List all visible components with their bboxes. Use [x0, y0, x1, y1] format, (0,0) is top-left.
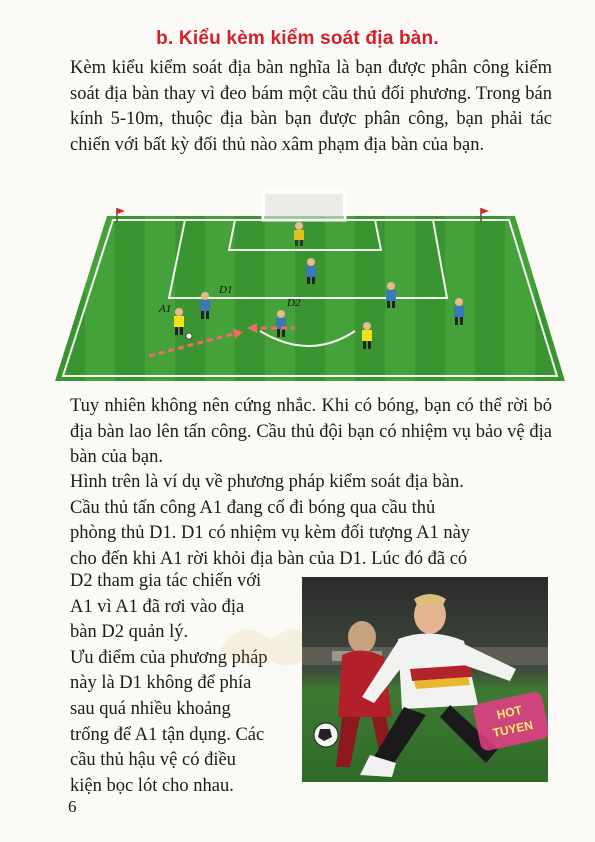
label-d1: D1 — [219, 284, 233, 296]
svg-text:HOT: HOT — [495, 702, 524, 722]
text-line: D2 tham gia tác chiến với — [70, 571, 262, 591]
text-line: cầu thủ hậu vệ có điều — [70, 750, 236, 771]
text-line: Hình trên là ví dụ về phương pháp kiểm soát địa bàn. — [70, 472, 464, 492]
section-title: b. Kiểu kèm kiểm soát địa bàn. — [156, 28, 439, 49]
text-line: phòng thủ D1. D1 có nhiệm vụ kèm đối tượng A1 này — [70, 523, 471, 544]
pitch-diagram — [55, 186, 565, 386]
label-a1: A1 — [159, 303, 172, 315]
text-line: Ưu điểm của phương pháp — [70, 647, 268, 668]
text-line: trống để A1 tận dụng. Các — [70, 724, 265, 745]
text-line: Cầu thủ tấn công A1 đang cố đi bóng qua cầu thủ — [70, 497, 436, 518]
text-line: cho đến khi A1 rời khỏi địa bàn của D1. Lúc đó đã có — [70, 548, 468, 569]
intro-paragraph: Kèm kiểu kiểm soát địa bàn nghĩa là bạn được phân công kiểm soát địa bàn thay vì đeo bám một cầu thủ đối phương. Trong bán kính 5-10m, thuộc địa bàn bạn được phân công, bạn phải tác chiến với bất kỳ đối thủ nào xâm phạm địa bàn của bạn. — [70, 58, 552, 155]
page-number: 6 — [68, 797, 77, 816]
label-d2: D2 — [287, 297, 301, 309]
text-line: A1 vì A1 đã rơi vào địa — [70, 596, 245, 617]
match-photo — [302, 577, 548, 782]
second-paragraph: Tuy nhiên không nên cứng nhắc. Khi có bóng, bạn có thể rời bỏ địa bàn lao lên tấn công. Cầu thủ đội bạn có nhiệm vụ bảo vệ địa bàn của bạn. — [70, 396, 552, 468]
advantage-paragraph — [70, 569, 295, 799]
svg-text:TUYEN: TUYEN — [491, 717, 535, 741]
text-line: bàn D2 quản lý. — [70, 622, 189, 643]
text-line: này là D1 không để phía — [70, 673, 252, 694]
ball — [186, 333, 192, 339]
text-line: sau quá nhiều khoảng — [70, 698, 231, 719]
example-paragraph — [70, 470, 554, 572]
text-line: kiện bọc lót cho nhau. — [70, 775, 234, 796]
